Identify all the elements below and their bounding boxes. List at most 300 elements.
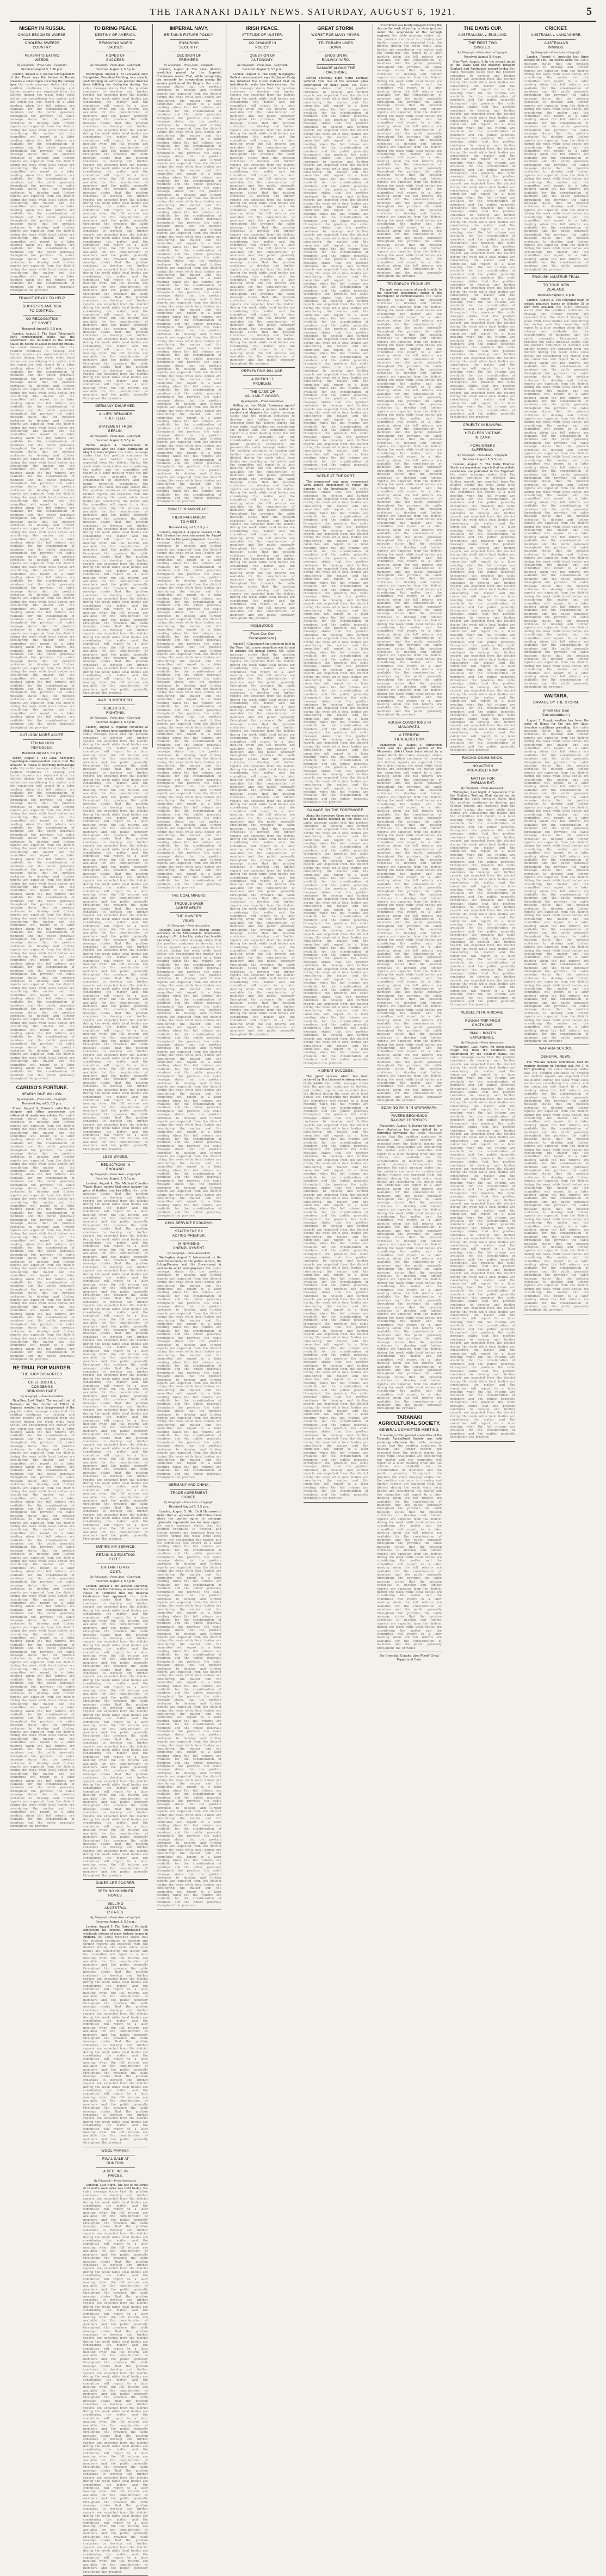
article-text: the cable message states that the position continues to develop and further reports are expected from the district during the week while local bodies are considering the matter and the committee will report to a later meeting when the full returns are available for the consideration of members and the public generally throughout the province the cable message states that the position continues to develop and further reports are expected from the district during the week while local bodies are considering the matter and the committee will report to a later meeting when the full returns are available for the consideration of members and the public generally throughout the province the cable message states that the position continues to develop and further reports are expected from the district during the week while local bodies are considering the matter and the committee will report to a later meeting when the full returns are available for the consideration of members and the public generally throughout the province the cable message states that the position continues to develop and further reports are expected from the district during the week while local bodies are considering the matter and the committee will report to a later meeting when the full returns are available for the consideration of members and the public generally throughout the province the cable message states that the position continues to develop and further reports are expected from the district during the week while local bodies are considering the matter and the committee will report to a later meeting when the full returns are available for the consideration of members and the public generally throughout the province the cable message states that the position continues to develop and further reports are expected from the district during the week while local bodies are considering the matter and the committee will report to a later meeting when the full returns are available for the consideration of members and the public generally throughout the province the cable message states that the position continues to develop and further reports are expected from the district during the week while local bodies are considering the matter and the committee will report to a later meeting when the full returns are available for the consideration of members and the public generally throughout the province the cable message states that the position continues to develop and further reports are expected from the district during the week while local bodies are considering the matter and the committee will report to a later meeting when the full returns are available for the consideration of members and the public generally throughout the province the cable message states that the position continues to develop and further reports are expected from the district during the week while local bodies are considering the matter and the committee will report to a later meeting when the full returns are available for the consideration of members and the public generally throughout the province the cable message states that the position continues to develop and further reports are expected from the district during the week while local bodies are considering the matter and the committee will report to a later meeting when the full returns are available for the consideration of members and the public generally throughout the province the cable message states that the position continues to develop and further reports are expected from the district during the week while local bodies are considering the matter and the committee will report to a later meeting when the full returns are available for the consideration of members and the public generally throughout the province the cable message states that the position continues to develop and further reports are expected from the district during the week while local bodies are considering the matter and the committee will report to a later meeting when the full returns are available for the consideration of members and the public generally throughout the province: [304, 1082, 369, 1500]
article: [83, 699, 148, 1153]
subhead: DESTINY OF AMERICA.: [95, 33, 137, 37]
article-text: the cable message states that the position continues to develop and further reports are expected from the district during the week while local bodies are considering the matter and the committee will report to a later meeting when the full returns are available for the consideration of members and the public generally throughout the province the cable message states that the position continues to develop and further reports are expected from the district during the week while local bodies are considering the matter and the committee will report to a later meeting when the full returns are available for the consideration of members and the public generally throughout the province the cable message states that the position continues to develop and further reports are expected from the district during the week while local bodies are considering the matter and the committee will report to a later meeting when the full returns are available for the consideration of members and the public generally throughout the province the cable message states that the position continues to develop and further reports are expected from the district during the week while local bodies are considering the matter and the committee will report to a later meeting when the full returns are available for the consideration of members and the public generally throughout the province the cable message states that the position continues to develop and further reports are expected from the district during the week while local bodies are considering the matter and the committee will report to a later meeting when the full returns are available for the consideration of members and the public generally throughout the province the cable message states that the position continues to develop and further reports are expected from the district during the week while local bodies are considering the matter and the committee will report to a later meeting when the full returns are available for the consideration of members and the public generally throughout the province the cable message states that the position continues to develop and further reports are expected from the district during the week while local bodies are considering the matter and the committee will report to a later meeting when the full returns are available for the consideration of members and the public generally throughout the province the cable message states that the position continues to develop and further reports are expected from the district during the week while local bodies are considering the matter and the committee will report to a later meeting when the full returns are available for the consideration of members and the public generally throughout the province the cable message states that the position continues to develop and further reports are expected from the district during the week while local bodies are considering the matter and the committee will report to a later meeting when the full returns are available for the consideration of members and the public generally throughout the province: [83, 83, 148, 400]
article: [450, 756, 515, 1009]
article: [83, 1545, 148, 1880]
page-number: 5: [586, 5, 592, 17]
article-text: the cable message states that the position continues to develop and further reports are expected from the district during the week while local bodies are considering the matter and the committee will report to a later meeting when the full returns are available for the consideration of members and the public generally throughout the province the cable message states that the position continues to develop and further reports are expected from the district during the week while local bodies are considering the matter and the committee will report to a later meeting when the full returns are available for the consideration of members and the public generally throughout the province the cable message states that the position continues to develop and further reports are expected from the district during the week while local bodies are considering the matter and the committee will report to a later meeting when the full returns are available for the consideration of members and the public generally throughout the province the cable message states that the position continues to develop and further reports are expected from the district during the week while local bodies are considering the matter and the committee will report to a later meeting when the full returns are available for the consideration of members and the public generally throughout the province the cable message states that the position continues to develop and further reports are expected from the district during the week while local bodies are considering the matter and the committee will report to a later meeting when the full returns are available for the consideration of members and the public generally throughout the province the cable message states that the position continues to develop and further reports are expected from the district during the week while local bodies are considering the matter and the committee will report to a later meeting when the full returns are available for the consideration of members and the public generally throughout the province the cable message states that the position continues to develop and further reports are expected from the district during the week while local bodies are considering the matter and the committee will report to a later meeting when the full returns are available for the consideration of members and the public generally throughout the province the cable message states that the position continues to develop and further reports are expected from the district during the week while local bodies are considering the matter and the committee will report to a later meeting when the full returns are available for the consideration of members and the public generally throughout the province the cable message states that the position continues to develop and further reports are expected from the district during the week while local bodies are considering the matter and the committee will report to a later meeting when the full returns are available for the consideration of members and the public generally throughout the province the cable message states that the position continues to develop and further reports are expected from the district during the week while local bodies are considering the matter and the committee will report to a later meeting when the full returns are available for the consideration of members and the public generally throughout the province the cable message states that the position continues to develop and further reports are expected from the district during the week while local bodies are considering the matter and the committee will report to a later meeting when the full returns are available for the consideration of members and the public generally throughout the province: [524, 306, 589, 689]
article-text: the cable message states that the position continues to develop and further reports are expected from the district during the week while local bodies are considering the matter and the committee will report to a later meeting when the full returns are available for the consideration of members and the public generally throughout the province the cable message states that the position continues to develop and further reports are expected from the district during the week while local bodies are considering the matter and the committee will report to a later meeting when the full returns are available for the consideration of members and the public generally throughout the province the cable message states that the position continues to develop and further reports are expected from the district during the week while local bodies are considering the matter and the committee will report to a later meeting when the full returns are available for the consideration of members and the public generally throughout the province the cable message states that the position continues to develop and further reports are expected from the district during the week while local bodies are considering the matter and the committee will report to a later meeting when the full returns are available for the consideration of members and the public generally throughout the province the cable message states that the position continues to develop and further reports are expected from the district during the week while local bodies are considering the matter and the committee will report to a later meeting when the full returns are available for the consideration of members and the public generally throughout the province the cable message states that the position continues to develop and further reports are expected from the district during the week while local bodies are considering the matter and the committee will report to a later meeting when the full returns are available for the consideration of members and the public generally throughout the province: [10, 83, 75, 293]
article-text: the cable message states that the position continues to develop and further reports are expected from the district during the week while local bodies are considering the matter and the committee will report to a later meeting when the full returns are available for the consideration of members and the public generally throughout the province the cable message states that the position continues to develop and further reports are expected from the district during the week while local bodies are considering the matter and the committee will report to a later meeting when the full returns are available for the consideration of members and the public generally throughout the province the cable message states that the position continues to develop and further reports are expected from the district during the week while local bodies are considering the matter and the committee will report to a later meeting when the full returns are available for the consideration of members and the public generally throughout the province the cable message states that the position continues to develop and further reports are expected from the district during the week while local bodies are considering the matter and the committee will report to a later meeting when the full returns are available for the consideration of members and the public generally throughout the province the cable message states that the position continues to develop and further reports are expected from the district during the week while local bodies are considering the matter and the committee will report to a later meeting when the full returns are available for the consideration of members and the public generally throughout the province the cable message states that the position continues to develop and further reports are expected from the district during the week while local bodies are considering the matter and the committee will report to a later meeting when the full returns are available for the consideration of members and the public generally throughout the province the cable message states that the position continues to develop and further reports are expected from the district during the week while local bodies are considering the matter and the committee will report to a later meeting when the full returns are available for the consideration of members and the public generally throughout the province the cable message states that the position continues to develop and further reports are expected from the district during the week while local bodies are considering the matter and the committee will report to a later meeting when the full returns are available for the consideration of members and the public generally throughout the province: [377, 1132, 442, 1411]
subhead: SEEKING HUMBLER HOMES.: [96, 1887, 135, 1898]
subhead: DECISION OF PREMIERS.: [170, 52, 208, 63]
article: [377, 282, 442, 719]
article-lead: August 5. Rough weather has been the order of things for the last few days, cheerless conditions prevailing.: [524, 719, 589, 730]
subhead: ENGLISH AMATEUR TEAM.: [532, 275, 580, 280]
article-text: the cable message states that the position continues to develop and further reports are expected from the district during the week while local bodies are considering the matter and the committee will report to a later meeting when the full returns are available for the consideration of members and the public generally throughout the province the cable message states that the position continues to develop and further reports are expected from the district during the week while local bodies are considering the matter and the committee will report to a later meeting when the full returns are available for the consideration of members and the public generally throughout the province the cable message states that the position continues to develop and further reports are expected from the district during the week while local bodies are considering the matter and the committee will report to a later meeting when the full returns are available for the consideration of members and the public generally throughout the province the cable message states that the position continues to develop and further reports are expected from the district during the week while local bodies are considering the matter and the committee will report to a later meeting when the full returns are available for the consideration of members and the public generally throughout the province the cable message states that the position continues to develop and further reports are expected from the district during the week while local bodies are considering the matter and the committee will report to a later meeting when the full returns are available for the consideration of members and the public generally throughout the province the cable message states that the position continues to develop and further reports are expected from the district during the week while local bodies are considering the matter and the committee will report to a later meeting when the full returns are available for the consideration of members and the public generally throughout the province the cable message states that the position continues to develop and further reports are expected from the district during the week while local bodies are considering the matter and the committee will report to a later meeting when the full returns are available for the consideration of members and the public generally throughout the province the cable message states that the position continues to develop and further reports are expected from the district during the week while local bodies are considering the matter and the committee will report to a later meeting when the full returns are available for the consideration of members and the public generally throughout the province the cable message states that the position continues to develop and further reports are expected from the district during the week while local bodies are considering the matter and the committee will report to a later meeting when the full returns are available for the consideration of members and the public generally throughout the province the cable message states that the position continues to develop and further reports are expected from the district during the week while local bodies are considering the matter and the committee will report to a later meeting when the full returns are available for the consideration of members and the public generally throughout the province the cable message states that the position continues to develop and further reports are expected from the district during the week while local bodies are considering the matter and the committee will report to a later meeting when the full returns are available for the consideration of members and the public generally throughout the province: [83, 2186, 148, 2574]
column-1: [10, 24, 75, 1828]
subhead: STATEMENT BY ACTING-PREMIER.: [170, 1227, 208, 1238]
article-body: [83, 726, 148, 1151]
article-text: the cable message states that the position continues to develop and further reports are expected from the district during the week while local bodies are considering the matter and the committee will report to a later meeting when the full returns are available for the consideration of members and the public generally throughout the province the cable message states that the position continues to develop and further reports are expected from the district during the week while local bodies are considering the matter and the committee will report to a later meeting when the full returns are available for the consideration of members and the public generally throughout the province the cable message states that the position continues to develop and further reports are expected from the district during the week while local bodies are considering the matter and the committee will report to a later meeting when the full returns are available for the consideration of members and the public generally throughout the province the cable message states that the position continues to develop and further reports are expected from the district during the week while local bodies are considering the matter and the committee will report to a later meeting when the full returns are available for the consideration of members and the public generally throughout the province the cable message states that the position continues to develop and further reports are expected from the district during the week while local bodies are considering the matter and the committee will report to a later meeting when the full returns are available for the consideration of members and the public generally throughout the province the cable message states that the position continues to develop and further reports are expected from the district during the week while local bodies are considering the matter and the committee will report to a later meeting when the full returns are available for the consideration of members and the public generally throughout the province the cable message states that the position continues to develop and further reports are expected from the district during the week while local bodies are considering the matter and the committee will report to a later meeting when the full returns are available for the consideration of members and the public generally throughout the province the cable message states that the position continues to develop and further reports are expected from the district during the week while local bodies are considering the matter and the committee will report to a later meeting when the full returns are available for the consideration of members and the public generally throughout the province the cable message states that the position continues to develop and further reports are expected from the district during the week while local bodies are considering the matter and the committee will report to a later meeting when the full returns are available for the consideration of members and the public generally throughout the province the cable message states that the position continues to develop and further reports are expected from the district during the week while local bodies are considering the matter and the committee will report to a later meeting when the full returns are available for the consideration of members and the public generally throughout the province the cable message states that the position continues to develop and further reports are expected from the district during the week while local bodies are considering the matter and the committee will report to a later meeting when the full returns are available for the consideration of members and the public generally throughout the province: [304, 83, 368, 471]
article-body: [450, 60, 515, 419]
subhead: ALLIES' DEMANDS FULFILLED.: [96, 410, 135, 421]
subhead: THEIR PARLIAMENT TO MEET.: [170, 514, 208, 524]
article: [524, 26, 589, 274]
column-2: [83, 24, 148, 2574]
article: [304, 26, 368, 473]
article-body: [377, 1434, 442, 1650]
article: [304, 1069, 368, 1503]
subheads: [83, 2149, 148, 2178]
article-text: the cable message states that the position continues to develop and further reports are expected from the district during the week while local bodies are considering the matter and the committee will report to a later meeting when the full returns are available for the consideration of members and the public generally throughout the province the cable message states that the position continues to develop and further reports are expected from the district during the week while local bodies are considering the matter and the committee will report to a later meeting when the full returns are available for the consideration of members and the public generally throughout the province the cable message states that the position continues to develop and further reports are expected from the district during the week while local bodies are considering the matter and the committee will report to a later meeting when the full returns are available for the consideration of members and the public generally throughout the province the cable message states that the position continues to develop and further reports are expected from the district during the week while local bodies are considering the matter and the committee will report to a later meeting when the full returns are available for the consideration of members and the public generally throughout the province the cable message states that the position continues to develop and further reports are expected from the district during the week while local bodies are considering the matter and the committee will report to a later meeting when the full returns are available for the consideration of members and the public generally throughout the province the cable message states that the position continues to develop and further reports are expected from the district during the week while local bodies are considering the matter and the committee will report to a later meeting when the full returns are available for the consideration of members and the public generally throughout the province the cable message states that the position continues to develop and further reports are expected from the district during the week while local bodies are considering the matter and the committee will report to a later meeting when the full returns are available for the consideration of members and the public generally throughout the province the cable message states that the position continues to develop and further reports are expected from the district during the week while local bodies are considering the matter and the committee will report to a later meeting when the full returns are available for the consideration of members and the public generally throughout the province the cable message states that the position continues to develop and further reports are expected from the district during the week while local bodies are considering the matter and the committee will report to a later meeting when the full returns are available for the consideration of members and the public generally throughout the province: [304, 487, 368, 805]
subhead: QUESTION OF AUTONOMY.: [243, 52, 282, 63]
article-lead: Hamilton, Last Night. The second trial of Haskamp for the murder of Elliott at Ongarue resulted in a disagreement of the jury.: [10, 1399, 75, 1413]
subhead: MINIMISING UNEMPLOYMENT.: [170, 1240, 208, 1251]
subhead: TO TOUR NEW ZEALAND.: [537, 281, 576, 292]
press-credit: By Telegraph.—Press Assn.—Copyright.: [164, 64, 214, 67]
article-text: the cable message states that the position continues to develop and further reports are expected from the district during the week while local bodies are considering the matter and the committee will report to a later meeting when the full returns are available for the consideration of members and the public generally throughout the province the cable message states that the position continues to develop and further reports are expected from the district during the week while local bodies are considering the matter and the committee will report to a later meeting when the full returns are available for the consideration of members and the public generally throughout the province the cable message states that the position continues to develop and further reports are expected from the district during the week while local bodies are considering the matter and the committee will report to a later meeting when the full returns are available for the consideration of members and the public generally throughout the province the cable message states that the position continues to develop and further reports are expected from the district during the week while local bodies are considering the matter and the committee will report to a later meeting when the full returns are available for the consideration of members and the public generally throughout the province the cable message states that the position continues to develop and further reports are expected from the district during the week while local bodies are considering the matter and the committee will report to a later meeting when the full returns are available for the consideration of members and the public generally throughout the province the cable message states that the position continues to develop and further reports are expected from the district during the week while local bodies are considering the matter and the committee will report to a later meeting when the full returns are available for the consideration of members and the public generally throughout the province the cable message states that the position continues to develop and further reports are expected from the district during the week while local bodies are considering the matter and the committee will report to a later meeting when the full returns are available for the consideration of members and the public generally throughout the province the cable message states that the position continues to develop and further reports are expected from the district during the week while local bodies are considering the matter and the committee will report to a later meeting when the full returns are available for the consideration of members and the public generally throughout the province the cable message states that the position continues to develop and further reports are expected from the district during the week while local bodies are considering the matter and the committee will report to a later meeting when the full returns are available for the consideration of members and the public generally throughout the province the cable message states that the position continues to develop and further reports are expected from the district during the week while local bodies are considering the matter and the committee will report to a later meeting when the full returns are available for the consideration of members and the public generally throughout the province the cable message states that the position continues to develop and further reports are expected from the district during the week while local bodies are considering the matter and the committee will report to a later meeting when the full returns are available for the consideration of members and the public generally throughout the province the cable message states that the position continues to develop and further reports are expected from the district during the week while local bodies are considering the matter and the committee will report to a later meeting when the full returns are available for the consideration of members and the public generally throughout the province: [157, 82, 221, 504]
subheads: [83, 1155, 148, 1172]
article: [524, 1047, 589, 1314]
subheads: [230, 624, 295, 641]
subhead: SUGGESTS AMERICA TO CONTROL.: [23, 302, 61, 313]
subhead: TROUBLE OVER AGREEMENTS.: [170, 900, 208, 911]
article-body: [377, 24, 442, 279]
subheads: [10, 733, 75, 750]
article-text: the cable message states that the position continues to develop and further reports are expected from the district during the week while local bodies are considering the matter and the committee will report to a later meeting when the full returns are available for the consideration of members and the public generally throughout the province the cable message states that the position continues to develop and further reports are expected from the district during the week while local bodies are considering the matter and the committee will report to a later meeting when the full returns are available for the consideration of members and the public generally throughout the province the cable message states that the position continues to develop and further reports are expected from the district during the week while local bodies are considering the matter and the committee will report to a later meeting when the full returns are available for the consideration of members and the public generally throughout the province the cable message states that the position continues to develop and further reports are expected from the district during the week while local bodies are considering the matter and the committee will report to a later meeting when the full returns are available for the consideration of members and the public generally throughout the province the cable message states that the position continues to develop and further reports are expected from the district during the week while local bodies are considering the matter and the committee will report to a later meeting when the full returns are available for the consideration of members and the public generally throughout the province the cable message states that the position continues to develop and further reports are expected from the district during the week while local bodies are considering the matter and the committee will report to a later meeting when the full returns are available for the consideration of members and the public generally throughout the province the cable message states that the position continues to develop and further reports are expected from the district during the week while local bodies are considering the matter and the committee will report to a later meeting when the full returns are available for the consideration of members and the public generally throughout the province: [83, 451, 148, 695]
subhead: PREVENTING PILLAGE.: [241, 369, 284, 374]
received-line: Received August 5, 5.5 p.m.: [95, 1920, 136, 1924]
article-body: [10, 1399, 75, 1828]
subhead: WAITARA SCHOOL.: [539, 1047, 574, 1051]
subhead: RACING COMMISSION.: [462, 756, 504, 760]
article-text: the cable message states that the position continues to develop and further reports are expected from the district during the week while local bodies are considering the matter and the committee will report to a later meeting when the full returns are available for the consideration of members and the public generally throughout the province the cable message states that the position continues to develop and further reports are expected from the district during the week while local bodies are considering the matter and the committee will report to a later meeting when the full returns are available for the consideration of members and the public generally throughout the province the cable message states that the position continues to develop and further reports are expected from the district during the week while local bodies are considering the matter and the committee will report to a later meeting when the full returns are available for the consideration of members and the public generally throughout the province the cable message states that the position continues to develop and further reports are expected from the district during the week while local bodies are considering the matter and the committee will report to a later meeting when the full returns are available for the consideration of members and the public generally throughout the province the cable message states that the position continues to develop and further reports are expected from the district during the week while local bodies are considering the matter and the committee will report to a later meeting when the full returns are available for the consideration of members and the public generally throughout the province the cable message states that the position continues to develop and further reports are expected from the district during the week while local bodies are considering the matter and the committee will report to a later meeting when the full returns are available for the consideration of members and the public generally throughout the province the cable message states that the position continues to develop and further reports are expected from the district during the week while local bodies are considering the matter and the committee will report to a later meeting when the full returns are available for the consideration of members and the public generally throughout the province the cable message states that the position continues to develop and further reports are expected from the district during the week while local bodies are considering the matter and the committee will report to a later meeting when the full returns are available for the consideration of members and the public generally throughout the province the cable message states that the position continues to develop and further reports are expected from the district during the week while local bodies are considering the matter and the committee will report to a later meeting when the full returns are available for the consideration of members and the public generally throughout the province the cable message states that the position continues to develop and further reports are expected from the district during the week while local bodies are considering the matter and the committee will report to a later meeting when the full returns are available for the consideration of members and the public generally throughout the province: [450, 67, 515, 419]
article-body: [304, 814, 368, 1065]
article: [377, 1106, 442, 1412]
headline: CRICKET.: [545, 26, 568, 31]
press-credit: By Telegraph.—Press Assn.—Copyright.: [17, 1098, 67, 1101]
article-body: [10, 73, 75, 293]
article: [450, 26, 515, 422]
article-text: the cable message states that the position continues to develop and further reports are expected from the district during the week while local bodies are considering the matter and the committee will report to a later meeting when the full returns are available for the consideration of members and the public generally throughout the province the cable message states that the position continues to develop and further reports are expected from the district during the week while local bodies are considering the matter and the committee will report to a later meeting when the full returns are available for the consideration of members and the public generally throughout the province the cable message states that the position continues to develop and further reports are expected from the district during the week while local bodies are considering the matter and the committee will report to a later meeting when the full returns are available for the consideration of members and the public generally throughout the province the cable message states that the position continues to develop and further reports are expected from the district during the week while local bodies are considering the matter and the committee will report to a later meeting when the full returns are available for the consideration of members and the public generally throughout the province the cable message states that the position continues to develop and further reports are expected from the district during the week while local bodies are considering the matter and the committee will report to a later meeting when the full returns are available for the consideration of members and the public generally throughout the province the cable message states that the position continues to develop and further reports are expected from the district during the week while local bodies are considering the matter and the committee will report to a later meeting when the full returns are available for the consideration of members and the public generally throughout the province the cable message states that the position continues to develop and further reports are expected from the district during the week while local bodies are considering the matter and the committee will report to a later meeting when the full returns are available for the consideration of members and the public generally throughout the province: [10, 1114, 75, 1361]
subhead: NO CHANGE IN POLICY.: [243, 39, 282, 50]
subhead: REBELS STILL FIGHTING.: [96, 705, 135, 715]
article-body: [157, 929, 221, 1218]
subheads: [157, 508, 221, 524]
subhead: THE OWNERS' VIEWS.: [170, 912, 208, 923]
article-lead: Berlin, August 4. The Lokal Anzeiger's Copenhagen correspondent states that the situation in Russia is becoming increasingly acute.: [10, 756, 75, 771]
subhead: RIVERS BEGINNING RAGING TORRENTS.: [390, 1112, 429, 1123]
subhead: ROUGH CONDITIONS IN MANAWATU.: [387, 720, 431, 729]
press-credit: By Telegraph.—Press Assn.—Copyright.: [237, 64, 288, 67]
masthead: [10, 4, 596, 22]
subhead: HOPES OF SUCCESS.: [96, 52, 135, 63]
subhead: WORST FOR MANY YEARS.: [311, 33, 361, 37]
headline: TARANAKI AGRICULTURAL SOCIETY.: [378, 1414, 441, 1426]
article: [157, 1483, 221, 1910]
received-line: Received August 5, 5.5 p.m.: [169, 1505, 209, 1509]
subhead: STATEMENT FROM BERLIN.: [96, 423, 135, 434]
article-body: [230, 643, 295, 1036]
article-body: [304, 77, 368, 471]
subheads: [450, 756, 515, 786]
received-line: Received August 5, 5.5 p.m.: [22, 751, 63, 755]
column-3: [157, 24, 221, 1908]
article: [157, 26, 221, 506]
subhead: REMOVING WAR'S CAUSES.: [96, 39, 135, 50]
press-credit: By Telegraph.—Press Association.: [167, 1252, 211, 1256]
article-lead: London, August 4. Mr. Winston Churchill, Secretary for the Colonies, announced in the House of Commons that the Imperial Conference had approved.: [83, 1584, 148, 1599]
subhead: CHOLERA SWEEPS COUNTRY.: [23, 39, 61, 50]
article-body: [10, 1107, 75, 1362]
subhead: FRANCE READY TO HELP.: [18, 296, 66, 300]
subheads: [157, 894, 221, 923]
article-lead: London, August 5. The Duke of Portland, addressing his tenants, prophesied the wholesale closure of many historic homes in England.: [83, 1925, 148, 1939]
subheads: [157, 1483, 221, 1500]
newspaper-page: [10, 24, 597, 2574]
column-rule: [299, 24, 300, 748]
subheads: [10, 1092, 75, 1097]
subhead: A GREAT SUCCESS.: [318, 1068, 354, 1073]
received-line: Received August 5, 9 p.m.: [464, 55, 502, 59]
subhead: EROSION IN RAILWAY YARD.: [317, 52, 355, 63]
subhead: FOREIGNERS SUFFERING.: [463, 442, 502, 453]
article-lead: August 5. Consequent on a meeting held in the Town Hall, a new committee was formed to arrange the annual sports.: [230, 643, 295, 653]
article-lead: London, August 5. The following team of cricket amateurs leaves on October 15 to tour New Zealand.: [524, 299, 589, 309]
subhead: TEN MILLION REFUGEES.: [23, 739, 61, 750]
column-4: [230, 24, 295, 1036]
article-body: [524, 299, 589, 689]
article: [157, 508, 221, 892]
article-text: the cable message states that the position continues to develop and further reports are expected from the district during the week while local bodies are considering the matter and the committee will report to a later meeting when the full returns are available for the consideration of members and the public generally throughout the province the cable message states that the position continues to develop and further reports are expected from the district during the week while local bodies are considering the matter and the committee will report to a later meeting when the full returns are available for the consideration of members and the public generally throughout the province the cable message states that the position continues to develop and further reports are expected from the district during the week while local bodies are considering the matter and the committee will report to a later meeting when the full returns are available for the consideration of members and the public generally throughout the province the cable message states that the position continues to develop and further reports are expected from the district during the week while local bodies are considering the matter and the committee will report to a later meeting when the full returns are available for the consideration of members and the public generally throughout the province the cable message states that the position continues to develop and further reports are expected from the district during the week while local bodies are considering the matter and the committee will report to a later meeting when the full returns are available for the consideration of members and the public generally throughout the province the cable message states that the position continues to develop and further reports are expected from the district during the week while local bodies are considering the matter and the committee will report to a later meeting when the full returns are available for the consideration of members and the public generally throughout the province: [230, 411, 295, 620]
received-line: Received August 5, 7.50 p.m.: [21, 68, 64, 71]
subheads: [304, 474, 368, 479]
press-credit: By Telegraph.—Press Assn.—Copyright.: [457, 52, 508, 54]
article-text: the cable message states that the position continues to develop and further reports are expected from the district during the week while local bodies are considering the matter and the committee will report to a later meeting when the full returns are available for the consideration of members and the public generally throughout the province the cable message states that the position continues to develop and further reports are expected from the district during the week while local bodies are considering the matter and the committee will report to a later meeting when the full returns are available for the consideration of members and the public generally throughout the province the cable message states that the position continues to develop and further reports are expected from the district during the week while local bodies are considering the matter and the committee will report to a later meeting when the full returns are available for the consideration of members and the public generally throughout the province the cable message states that the position continues to develop and further reports are expected from the district during the week while local bodies are considering the matter and the committee will report to a later meeting when the full returns are available for the consideration of members and the public generally throughout the province the cable message states that the position continues to develop and further reports are expected from the district during the week while local bodies are considering the matter and the committee will report to a later meeting when the full returns are available for the consideration of members and the public generally throughout the province the cable message states that the position continues to develop and further reports are expected from the district during the week while local bodies are considering the matter and the committee will report to a later meeting when the full returns are available for the consideration of members and the public generally throughout the province the cable message states that the position continues to develop and further reports are expected from the district during the week while local bodies are considering the matter and the committee will report to a later meeting when the full returns are available for the consideration of members and the public generally throughout the province the cable message states that the position continues to develop and further reports are expected from the district during the week while local bodies are considering the matter and the committee will report to a later meeting when the full returns are available for the consideration of members and the public generally throughout the province the cable message states that the position continues to develop and further reports are expected from the district during the week while local bodies are considering the matter and the committee will report to a later meeting when the full returns are available for the consideration of members and the public generally throughout the province the cable message states that the position continues to develop and further reports are expected from the district during the week while local bodies are considering the matter and the committee will report to a later meeting when the full returns are available for the consideration of members and the public generally throughout the province the cable message states that the position continues to develop and further reports are expected from the district during the week while local bodies are considering the matter and the committee will report to a later meeting when the full returns are available for the consideration of members and the public generally throughout the province: [10, 346, 75, 730]
received-line: Received August 5, 5.5 p.m.: [95, 439, 136, 443]
subheads: [377, 1428, 442, 1432]
subhead: THE FIRST TWO SINGLES.: [463, 39, 502, 50]
subhead: NEARLY ONE MILLION.: [21, 1092, 63, 1096]
received-line: Received August 5, 5.5 p.m.: [22, 1102, 63, 1105]
headline: RE-TRIAL FOR MURDER.: [13, 1365, 72, 1371]
article-lead: Berlin, August 4. Disarmament in accordance with the Allies' ultimatum of May 5 is now complete.: [83, 444, 148, 454]
article-text: the cable message states that the position continues to develop and further reports are expected from the district during the week while local bodies are considering the matter and the committee will report to a later meeting when the full returns are available for the consideration of members and the public generally throughout the province the cable message states that the position continues to develop and further reports are expected from the district during the week while local bodies are considering the matter and the committee will report to a later meeting when the full returns are available for the consideration of members and the public generally throughout the province the cable message states that the position continues to develop and further reports are expected from the district during the week while local bodies are considering the matter and the committee will report to a later meeting when the full returns are available for the consideration of members and the public generally throughout the province the cable message states that the position continues to develop and further reports are expected from the district during the week while local bodies are considering the matter and the committee will report to a later meeting when the full returns are available for the consideration of members and the public generally throughout the province the cable message states that the position continues to develop and further reports are expected from the district during the week while local bodies are considering the matter and the committee will report to a later meeting when the full returns are available for the consideration of members and the public generally throughout the province the cable message states that the position continues to develop and further reports are expected from the district during the week while local bodies are considering the matter and the committee will report to a later meeting when the full returns are available for the consideration of members and the public generally throughout the province the cable message states that the position continues to develop and further reports are expected from the district during the week while local bodies are considering the matter and the committee will report to a later meeting when the full returns are available for the consideration of members and the public generally throughout the province: [524, 1068, 589, 1312]
subhead: ENSURING SECURITY.: [170, 39, 208, 50]
article: [377, 24, 442, 281]
subhead: SELLING ANCESTRAL ESTATES.: [96, 1900, 135, 1915]
subhead: AUSTRALASIA v. ENGLAND.: [457, 33, 508, 37]
article-text: the cable message states that the position continues to develop and further reports are expected from the district during the week while local bodies are considering the matter and the committee will report to a later meeting when the full returns are available for the consideration of members and the public generally throughout the province the cable message states that the position continues to develop and further reports are expected from the district during the week while local bodies are considering the matter and the committee will report to a later meeting when the full returns are available for the consideration of members and the public generally throughout the province the cable message states that the position continues to develop and further reports are expected from the district during the week while local bodies are considering the matter and the committee will report to a later meeting when the full returns are available for the consideration of members and the public generally throughout the province the cable message states that the position continues to develop and further reports are expected from the district during the week while local bodies are considering the matter and the committee will report to a later meeting when the full returns are available for the consideration of members and the public generally throughout the province the cable message states that the position continues to develop and further reports are expected from the district during the week while local bodies are considering the matter and the committee will report to a later meeting when the full returns are available for the consideration of members and the public generally throughout the province the cable message states that the position continues to develop and further reports are expected from the district during the week while local bodies are considering the matter and the committee will report to a later meeting when the full returns are available for the consideration of members and the public generally throughout the province: [450, 798, 515, 1007]
press-credit: By Telegraph.—Press Assn.—Copyright.: [90, 1173, 141, 1176]
headline: WAITARA.: [544, 693, 568, 699]
subhead: AUSTRALIA'S INNINGS.: [537, 39, 576, 50]
article-body: [83, 1925, 148, 2145]
subhead: OUTLOOK MORE ACUTE.: [20, 733, 65, 737]
received-line: Received August 5, 5.5 p.m.: [242, 68, 283, 71]
headline: GREAT STORM.: [317, 26, 355, 31]
subhead: CHAOS BECOMES WORSE.: [17, 33, 67, 37]
article-lead: Rome, August 4. Caruso's collection of antiques and other possessions are estimated at nearly one million.: [10, 1107, 75, 1117]
column-5: [304, 24, 369, 1500]
subhead: THE CASE OF VALUABLE GOODS.: [243, 388, 282, 399]
subheads: [83, 699, 148, 715]
article: [157, 1221, 221, 1481]
subheads: [230, 369, 295, 399]
subhead: TRADE AGREEMENT SIGNED.: [170, 1489, 208, 1500]
article-body: [83, 444, 148, 695]
subhead: GERMANY AND CHINA.: [168, 1483, 210, 1487]
received-line: Received August 5, 5.5 p.m.: [95, 68, 136, 71]
headline: MISERY IN RUSSIA.: [19, 26, 65, 31]
press-credit: By Telegraph.—Press Association.: [94, 2179, 138, 2183]
article: [10, 733, 75, 1083]
subhead: SINN FEIN AND PEACE.: [168, 507, 211, 511]
article-body: [83, 73, 148, 400]
subhead: BRITAIN TO PAY COST.: [96, 1564, 135, 1574]
subhead: GENERAL COMMITTEE MEETING.: [379, 1428, 440, 1432]
article: [10, 1085, 75, 1364]
subhead: GENERAL NEWS.: [537, 1053, 576, 1059]
article-lead: A meeting of the general committee of the Taranaki Agricultural Society was held yesterday afternoon.: [377, 1434, 442, 1444]
subheads: [83, 1881, 148, 1915]
article-body: [10, 332, 75, 730]
article-lead: Masterton, August 4. During the past few days Masterton has been visited by a torrential downpour.: [377, 1125, 442, 1135]
article-body: [10, 757, 75, 1081]
column-8: [524, 24, 589, 1312]
article-text: the cable message states that the position continues to develop and further reports are expected from the district during the week while local bodies are considering the matter and the committee will report to a later meeting when the full returns are available for the consideration of members and the public generally throughout the province the cable message states that the position continues to develop and further reports are expected from the district during the week while local bodies are considering the matter and the committee will report to a later meeting when the full returns are available for the consideration of members and the public generally throughout the province the cable message states that the position continues to develop and further reports are expected from the district during the week while local bodies are considering the matter and the committee will report to a later meeting when the full returns are available for the consideration of members and the public generally throughout the province the cable message states that the position continues to develop and further reports are expected from the district during the week while local bodies are considering the matter and the committee will report to a later meeting when the full returns are available for the consideration of members and the public generally throughout the province the cable message states that the position continues to develop and further reports are expected from the district during the week while local bodies are considering the matter and the committee will report to a later meeting when the full returns are available for the consideration of members and the public generally throughout the province the cable message states that the position continues to develop and further reports are expected from the district during the week while local bodies are considering the matter and the committee will report to a later meeting when the full returns are available for the consideration of members and the public generally throughout the province the cable message states that the position continues to develop and further reports are expected from the district during the week while local bodies are considering the matter and the committee will report to a later meeting when the full returns are available for the consideration of members and the public generally throughout the province the cable message states that the position continues to develop and further reports are expected from the district during the week while local bodies are considering the matter and the committee will report to a later meeting when the full returns are available for the consideration of members and the public generally throughout the province the cable message states that the position continues to develop and further reports are expected from the district during the week while local bodies are considering the matter and the committee will report to a later meeting when the full returns are available for the consideration of members and the public generally throughout the province: [10, 767, 75, 1081]
article-lead: New York, August 4. In the second round of the Davis Cup the matches between England and Australasia opened to-day.: [450, 60, 515, 71]
subhead: REDUCTIONS IN ENGLAND.: [96, 1161, 135, 1172]
received-line: Received August 5, 5.5 p.m.: [22, 327, 63, 331]
article: [230, 369, 295, 622]
article-lead: London, August 4. The Daily Telegraph's Belfast correspondent says Sir James Craig has informed the Ulster Cabinet that no invitation to confer has been received.: [230, 73, 295, 87]
article: [83, 404, 148, 697]
newspaper-title: THE TARANAKI DAILY NEWS. SATURDAY, AUGUST 6, 1921.: [150, 7, 456, 17]
subhead: RETAINING EXISTING FLEET.: [96, 1551, 135, 1562]
article-body: [377, 1125, 442, 1410]
subhead: TELEGRAPH LINES DOWN.: [317, 39, 355, 50]
article-lead: London, August 5. Mr. Cecil Harmsworth stated that an agreement with China under which the parties agree to exchange diplomatic representatives has been signed.: [157, 1510, 221, 1524]
press-credit: By Telegraph.—Press Association.: [240, 400, 285, 404]
subhead: THE COAL MINERS.: [171, 893, 207, 898]
article-lead: The gale was a source of much trouble to the telegraph department owing to the interruption of communications.: [377, 288, 442, 299]
subhead: A DIFFICULT PROBLEM.: [243, 375, 282, 386]
subhead: DUKES ARE POORER.: [96, 1881, 135, 1885]
article-text: the cable message states that the position continues to develop and further reports are expected from the district during the week while local bodies are considering the matter and the committee will report to a later meeting when the full returns are available for the consideration of members and the public generally throughout the province the cable message states that the position continues to develop and further reports are expected from the district during the week while local bodies are considering the matter and the committee will report to a later meeting when the full returns are available for the consideration of members and the public generally throughout the province the cable message states that the position continues to develop and further reports are expected from the district during the week while local bodies are considering the matter and the committee will report to a later meeting when the full returns are available for the consideration of members and the public generally throughout the province the cable message states that the position continues to develop and further reports are expected from the district during the week while local bodies are considering the matter and the committee will report to a later meeting when the full returns are available for the consideration of members and the public generally throughout the province the cable message states that the position continues to develop and further reports are expected from the district during the week while local bodies are considering the matter and the committee will report to a later meeting when the full returns are available for the consideration of members and the public generally throughout the province the cable message states that the position continues to develop and further reports are expected from the district during the week while local bodies are considering the matter and the committee will report to a later meeting when the full returns are available for the consideration of members and the public generally throughout the province: [83, 1936, 148, 2145]
article-text: the cable message states that the position continues to develop and further reports are expected from the district during the week while local bodies are considering the matter and the committee will report to a later meeting when the full returns are available for the consideration of members and the public generally throughout the province the cable message states that the position continues to develop and further reports are expected from the district during the week while local bodies are considering the matter and the committee will report to a later meeting when the full returns are available for the consideration of members and the public generally throughout the province the cable message states that the position continues to develop and further reports are expected from the district during the week while local bodies are considering the matter and the committee will report to a later meeting when the full returns are available for the consideration of members and the public generally throughout the province the cable message states that the position continues to develop and further reports are expected from the district during the week while local bodies are considering the matter and the committee will report to a later meeting when the full returns are available for the consideration of members and the public generally throughout the province the cable message states that the position continues to develop and further reports are expected from the district during the week while local bodies are considering the matter and the committee will report to a later meeting when the full returns are available for the consideration of members and the public generally throughout the province the cable message states that the position continues to develop and further reports are expected from the district during the week while local bodies are considering the matter and the committee will report to a later meeting when the full returns are available for the consideration of members and the public generally throughout the province the cable message states that the position continues to develop and further reports are expected from the district during the week while local bodies are considering the matter and the committee will report to a later meeting when the full returns are available for the consideration of members and the public generally throughout the province the cable message states that the position continues to develop and further reports are expected from the district during the week while local bodies are considering the matter and the committee will report to a later meeting when the full returns are available for the consideration of members and the public generally throughout the province: [157, 938, 221, 1218]
subhead: NO ACTION PROPOSED NOW.: [463, 762, 502, 773]
subheads: [450, 33, 515, 50]
article-text: the cable message states that the position continues to develop and further reports are expected from the district during the week while local bodies are considering the matter and the committee will report to a later meeting when the full returns are available for the consideration of members and the public generally throughout the province the cable message states that the position continues to develop and further reports are expected from the district during the week while local bodies are considering the matter and the committee will report to a later meeting when the full returns are available for the consideration of members and the public generally throughout the province the cable message states that the position continues to develop and further reports are expected from the district during the week while local bodies are considering the matter and the committee will report to a later meeting when the full returns are available for the consideration of members and the public generally throughout the province the cable message states that the position continues to develop and further reports are expected from the district during the week while local bodies are considering the matter and the committee will report to a later meeting when the full returns are available for the consideration of members and the public generally throughout the province the cable message states that the position continues to develop and further reports are expected from the district during the week while local bodies are considering the matter and the committee will report to a later meeting when the full returns are available for the consideration of members and the public generally throughout the province the cable message states that the position continues to develop and further reports are expected from the district during the week while local bodies are considering the matter and the committee will report to a later meeting when the full returns are available for the consideration of members and the public generally throughout the province the cable message states that the position continues to develop and further reports are expected from the district during the week while local bodies are considering the matter and the committee will report to a later meeting when the full returns are available for the consideration of members and the public generally throughout the province the cable message states that the position continues to develop and further reports are expected from the district during the week while local bodies are considering the matter and the committee will report to a later meeting when the full returns are available for the consideration of members and the public generally throughout the province: [83, 1595, 148, 1877]
article-text: the cable message states that the position continues to develop and further reports are expected from the district during the week while local bodies are considering the matter and the committee will report to a later meeting when the full returns are available for the consideration of members and the public generally throughout the province the cable message states that the position continues to develop and further reports are expected from the district during the week while local bodies are considering the matter and the committee will report to a later meeting when the full returns are available for the consideration of members and the public generally throughout the province the cable message states that the position continues to develop and further reports are expected from the district during the week while local bodies are considering the matter and the committee will report to a later meeting when the full returns are available for the consideration of members and the public generally throughout the province the cable message states that the position continues to develop and further reports are expected from the district during the week while local bodies are considering the matter and the committee will report to a later meeting when the full returns are available for the consideration of members and the public generally throughout the province the cable message states that the position continues to develop and further reports are expected from the district during the week while local bodies are considering the matter and the committee will report to a later meeting when the full returns are available for the consideration of members and the public generally throughout the province the cable message states that the position continues to develop and further reports are expected from the district during the week while local bodies are considering the matter and the committee will report to a later meeting when the full returns are available for the consideration of members and the public generally throughout the province the cable message states that the position continues to develop and further reports are expected from the district during the week while local bodies are considering the matter and the committee will report to a later meeting when the full returns are available for the consideration of members and the public generally throughout the province the cable message states that the position continues to develop and further reports are expected from the district during the week while local bodies are considering the matter and the committee will report to a later meeting when the full returns are available for the consideration of members and the public generally throughout the province the cable message states that the position continues to develop and further reports are expected from the district during the week while local bodies are considering the matter and the committee will report to a later meeting when the full returns are available for the consideration of members and the public generally throughout the province the cable message states that the position continues to develop and further reports are expected from the district during the week while local bodies are considering the matter and the committee will report to a later meeting when the full returns are available for the consideration of members and the public generally throughout the province the cable message states that the position continues to develop and further reports are expected from the district during the week while local bodies are considering the matter and the committee will report to a later meeting when the full returns are available for the consideration of members and the public generally throughout the province the cable message states that the position continues to develop and further reports are expected from the district during the week while local bodies are considering the matter and the committee will report to a later meeting when the full returns are available for the consideration of members and the public generally throughout the province: [83, 729, 148, 1151]
press-credit: By Telegraph.—Press Assn.—Copyright.: [17, 64, 67, 67]
subheads: [304, 1069, 368, 1073]
subhead: A TERRIFIC THUNDERSTORM.: [390, 731, 429, 742]
article: [524, 275, 589, 691]
headline: THE DAVIS CUP.: [463, 26, 502, 31]
subheads: [157, 33, 221, 63]
article-lead: London, August 4. A special session of the Dail Eireann has been summoned for August 16 to discuss the peace proposals.: [157, 530, 221, 541]
article: [83, 26, 148, 403]
article: [304, 808, 368, 1067]
article-lead: Washington, August 4. At Lancaster, New Hampshire, President Harding, in a speech, said: Nothing on earth can prevent America from fulfilling her God-given destiny.: [83, 73, 148, 87]
subhead: AUSTRALIA v. LANCASHIRE.: [530, 33, 582, 37]
article-lead: London, August 4. The naval defence resolution passed by the Imperial Conference reads: That, while recognising the necessity for co-operation among the various portions of the Empire.: [157, 68, 221, 85]
article-text: the cable message states that the position continues to develop and further reports are expected from the district during the week while local bodies are considering the matter and the committee will report to a later meeting when the full returns are available for the consideration of members and the public generally throughout the province the cable message states that the position continues to develop and further reports are expected from the district during the week while local bodies are considering the matter and the committee will report to a later meeting when the full returns are available for the consideration of members and the public generally throughout the province the cable message states that the position continues to develop and further reports are expected from the district during the week while local bodies are considering the matter and the committee will report to a later meeting when the full returns are available for the consideration of members and the public generally throughout the province the cable message states that the position continues to develop and further reports are expected from the district during the week while local bodies are considering the matter and the committee will report to a later meeting when the full returns are available for the consideration of members and the public generally throughout the province the cable message states that the position continues to develop and further reports are expected from the district during the week while local bodies are considering the matter and the committee will report to a later meeting when the full returns are available for the consideration of members and the public generally throughout the province the cable message states that the position continues to develop and further reports are expected from the district during the week while local bodies are considering the matter and the committee will report to a later meeting when the full returns are available for the consideration of members and the public generally throughout the province the cable message states that the position continues to develop and further reports are expected from the district during the week while local bodies are considering the matter and the committee will report to a later meeting when the full returns are available for the consideration of members and the public generally throughout the province the cable message states that the position continues to develop and further reports are expected from the district during the week while local bodies are considering the matter and the committee will report to a later meeting when the full returns are available for the consideration of members and the public generally throughout the province the cable message states that the position continues to develop and further reports are expected from the district during the week while local bodies are considering the matter and the committee will report to a later meeting when the full returns are available for the consideration of members and the public generally throughout the province: [524, 726, 589, 1043]
subhead: GERMANY DISARMED.: [95, 404, 136, 409]
article-body: [157, 1256, 221, 1479]
article-body: [157, 68, 221, 504]
received-line: Received August 5, 5.5 p.m.: [95, 1579, 136, 1583]
article: [304, 474, 368, 807]
press-credit: By Telegraph.—Press Assn.—Copyright.: [90, 1576, 141, 1579]
received-line: Received August 5, 5.5 p.m.: [169, 526, 209, 529]
article: [10, 296, 75, 732]
article-lead: The permanent way gang commenced work almost immediately to repair the damage at the breakwater.: [304, 480, 368, 491]
press-credit: By Telegraph.—Press Assn.—Copyright.: [164, 1502, 214, 1505]
subhead: DAMAGE BY THE STORM.: [533, 700, 579, 705]
article-body: [83, 1182, 148, 1541]
article-lead: of workmen was busily engaged during the day on the work of putting in stone groynes under the supervision of the borough engineer.: [377, 24, 442, 38]
column-rule: [446, 24, 447, 748]
article-body: [524, 719, 589, 1043]
article: [83, 1881, 148, 2147]
article-lead: Madrid, August 4. Fighting continues at Melilla. The rebels have captured Nador.: [83, 726, 148, 733]
article-body: [83, 2184, 148, 2574]
headline: TO BRING PEACE.: [94, 26, 138, 31]
article-text: the cable message states that the position continues to develop and further reports are expected from the district during the week while local bodies are considering the matter and the committee will report to a later meeting when the full returns are available for the consideration of members and the public generally throughout the province the cable message states that the position continues to develop and further reports are expected from the district during the week while local bodies are considering the matter and the committee will report to a later meeting when the full returns are available for the consideration of members and the public generally throughout the province the cable message states that the position continues to develop and further reports are expected from the district during the week while local bodies are considering the matter and the committee will report to a later meeting when the full returns are available for the consideration of members and the public generally throughout the province the cable message states that the position continues to develop and further reports are expected from the district during the week while local bodies are considering the matter and the committee will report to a later meeting when the full returns are available for the consideration of members and the public generally throughout the province the cable message states that the position continues to develop and further reports are expected from the district during the week while local bodies are considering the matter and the committee will report to a later meeting when the full returns are available for the consideration of members and the public generally throughout the province the cable message states that the position continues to develop and further reports are expected from the district during the week while local bodies are considering the matter and the committee will report to a later meeting when the full returns are available for the consideration of members and the public generally throughout the province: [524, 59, 589, 271]
subheads: [524, 275, 589, 292]
subhead: A DECLINE IN PRICES.: [96, 2167, 135, 2178]
article-text: the cable message states that the position continues to develop and further reports are expected from the district during the week while local bodies are considering the matter and the committee will report to a later meeting when the full returns are available for the consideration of members and the public generally throughout the province the cable message states that the position continues to develop and further reports are expected from the district during the week while local bodies are considering the matter and the committee will report to a later meeting when the full returns are available for the consideration of members and the public generally throughout the province the cable message states that the position continues to develop and further reports are expected from the district during the week while local bodies are considering the matter and the committee will report to a later meeting when the full returns are available for the consideration of members and the public generally throughout the province the cable message states that the position continues to develop and further reports are expected from the district during the week while local bodies are considering the matter and the committee will report to a later meeting when the full returns are available for the consideration of members and the public generally throughout the province the cable message states that the position continues to develop and further reports are expected from the district during the week while local bodies are considering the matter and the committee will report to a later meeting when the full returns are available for the consideration of members and the public generally throughout the province the cable message states that the position continues to develop and further reports are expected from the district during the week while local bodies are considering the matter and the committee will report to a later meeting when the full returns are available for the consideration of members and the public generally throughout the province the cable message states that the position continues to develop and further reports are expected from the district during the week while local bodies are considering the matter and the committee will report to a later meeting when the full returns are available for the consideration of members and the public generally throughout the province the cable message states that the position continues to develop and further reports are expected from the district during the week while local bodies are considering the matter and the committee will report to a later meeting when the full returns are available for the consideration of members and the public generally throughout the province: [230, 83, 295, 366]
article-text: the cable message states that the position continues to develop and further reports are expected from the district during the week while local bodies are considering the matter and the committee will report to a later meeting when the full returns are available for the consideration of members and the public generally throughout the province the cable message states that the position continues to develop and further reports are expected from the district during the week while local bodies are considering the matter and the committee will report to a later meeting when the full returns are available for the consideration of members and the public generally throughout the province the cable message states that the position continues to develop and further reports are expected from the district during the week while local bodies are considering the matter and the committee will report to a later meeting when the full returns are available for the consideration of members and the public generally throughout the province the cable message states that the position continues to develop and further reports are expected from the district during the week while local bodies are considering the matter and the committee will report to a later meeting when the full returns are available for the consideration of members and the public generally throughout the province the cable message states that the position continues to develop and further reports are expected from the district during the week while local bodies are considering the matter and the committee will report to a later meeting when the full returns are available for the consideration of members and the public generally throughout the province the cable message states that the position continues to develop and further reports are expected from the district during the week while local bodies are considering the matter and the committee will report to a later meeting when the full returns are available for the consideration of members and the public generally throughout the province: [157, 1267, 221, 1479]
article-body: [157, 531, 221, 890]
article-text: the cable message states that the position continues to develop and further reports are expected from the district during the week while local bodies are considering the matter and the committee will report to a later meeting when the full returns are available for the consideration of members and the public generally throughout the province the cable message states that the position continues to develop and further reports are expected from the district during the week while local bodies are considering the matter and the committee will report to a later meeting when the full returns are available for the consideration of members and the public generally throughout the province the cable message states that the position continues to develop and further reports are expected from the district during the week while local bodies are considering the matter and the committee will report to a later meeting when the full returns are available for the consideration of members and the public generally throughout the province the cable message states that the position continues to develop and further reports are expected from the district during the week while local bodies are considering the matter and the committee will report to a later meeting when the full returns are available for the consideration of members and the public generally throughout the province the cable message states that the position continues to develop and further reports are expected from the district during the week while local bodies are considering the matter and the committee will report to a later meeting when the full returns are available for the consideration of members and the public generally throughout the province the cable message states that the position continues to develop and further reports are expected from the district during the week while local bodies are considering the matter and the committee will report to a later meeting when the full returns are available for the consideration of members and the public generally throughout the province the cable message states that the position continues to develop and further reports are expected from the district during the week while local bodies are considering the matter and the committee will report to a later meeting when the full returns are available for the consideration of members and the public generally throughout the province the cable message states that the position continues to develop and further reports are expected from the district during the week while local bodies are considering the matter and the committee will report to a later meeting when the full returns are available for the consideration of members and the public generally throughout the province: [450, 473, 515, 752]
subhead: (From Our Own Correspondent.): [537, 707, 576, 718]
press-credit: By Telegraph.—Press Association.: [461, 787, 505, 790]
article-body: [157, 1510, 221, 1907]
article-text: the cable message states that the position continues to develop and further reports are expected from the district during the week while local bodies are considering the matter and the committee will report to a later meeting when the full returns are available for the consideration of members and the public generally throughout the province the cable message states that the position continues to develop and further reports are expected from the district during the week while local bodies are considering the matter and the committee will report to a later meeting when the full returns are available for the consideration of members and the public generally throughout the province the cable message states that the position continues to develop and further reports are expected from the district during the week while local bodies are considering the matter and the committee will report to a later meeting when the full returns are available for the consideration of members and the public generally throughout the province the cable message states that the position continues to develop and further reports are expected from the district during the week while local bodies are considering the matter and the committee will report to a later meeting when the full returns are available for the consideration of members and the public generally throughout the province the cable message states that the position continues to develop and further reports are expected from the district during the week while local bodies are considering the matter and the committee will report to a later meeting when the full returns are available for the consideration of members and the public generally throughout the province the cable message states that the position continues to develop and further reports are expected from the district during the week while local bodies are considering the matter and the committee will report to a later meeting when the full returns are available for the consideration of members and the public generally throughout the province the cable message states that the position continues to develop and further reports are expected from the district during the week while local bodies are considering the matter and the committee will report to a later meeting when the full returns are available for the consideration of members and the public generally throughout the province: [304, 818, 368, 1065]
subheads: [157, 1221, 221, 1251]
article-body: [230, 73, 295, 366]
article-lead: The great success which has been achieved by Bon Liniment is strong evidence of its merits.: [304, 1074, 368, 1085]
article-body: [524, 55, 589, 271]
article-lead: London, August 5. The Daily Telegraph's Paris correspondent states that the Government has intimated to the United States its desire to assist in feeding Russia.: [10, 332, 75, 346]
article-text: the cable message states that the position continues to develop and further reports are expected from the district during the week while local bodies are considering the matter and the committee will report to a later meeting when the full returns are available for the consideration of members and the public generally throughout the province the cable message states that the position continues to develop and further reports are expected from the district during the week while local bodies are considering the matter and the committee will report to a later meeting when the full returns are available for the consideration of members and the public generally throughout the province the cable message states that the position continues to develop and further reports are expected from the district during the week while local bodies are considering the matter and the committee will report to a later meeting when the full returns are available for the consideration of members and the public generally throughout the province the cable message states that the position continues to develop and further reports are expected from the district during the week while local bodies are considering the matter and the committee will report to a later meeting when the full returns are available for the consideration of members and the public generally throughout the province the cable message states that the position continues to develop and further reports are expected from the district during the week while local bodies are considering the matter and the committee will report to a later meeting when the full returns are available for the consideration of members and the public generally throughout the province the cable message states that the position continues to develop and further reports are expected from the district during the week while local bodies are considering the matter and the committee will report to a later meeting when the full returns are available for the consideration of members and the public generally throughout the province the cable message states that the position continues to develop and further reports are expected from the district during the week while local bodies are considering the matter and the committee will report to a later meeting when the full returns are available for the consideration of members and the public generally throughout the province the cable message states that the position continues to develop and further reports are expected from the district during the week while local bodies are considering the matter and the committee will report to a later meeting when the full returns are available for the consideration of members and the public generally throughout the province the cable message states that the position continues to develop and further reports are expected from the district during the week while local bodies are considering the matter and the committee will report to a later meeting when the full returns are available for the consideration of members and the public generally throughout the province the cable message states that the position continues to develop and further reports are expected from the district during the week while local bodies are considering the matter and the committee will report to a later meeting when the full returns are available for the consideration of members and the public generally throughout the province: [377, 753, 442, 1103]
subheads: [10, 1373, 75, 1394]
headline: IRISH PEACE.: [246, 26, 279, 31]
subhead: WAR IN MOROCCO.: [98, 699, 133, 703]
article: [450, 423, 515, 755]
article-lead: London, August 4. A special correspondent of the Times says the famine in Russia presents a catastrophe recalling the darkest ages.: [10, 73, 75, 87]
article-lead: The Waitara School Committee held its monthly meeting on Monday last, Mr. T. R. Ford presiding.: [524, 1061, 589, 1072]
article-text: the cable message states that the position continues to develop and further reports are expected from the district during the week while local bodies are considering the matter and the committee will report to a later meeting when the full returns are available for the consideration of members and the public generally throughout the province the cable message states that the position continues to develop and further reports are expected from the district during the week while local bodies are considering the matter and the committee will report to a later meeting when the full returns are available for the consideration of members and the public generally throughout the province the cable message states that the position continues to develop and further reports are expected from the district during the week while local bodies are considering the matter and the committee will report to a later meeting when the full returns are available for the consideration of members and the public generally throughout the province the cable message states that the position continues to develop and further reports are expected from the district during the week while local bodies are considering the matter and the committee will report to a later meeting when the full returns are available for the consideration of members and the public generally throughout the province the cable message states that the position continues to develop and further reports are expected from the district during the week while local bodies are considering the matter and the committee will report to a later meeting when the full returns are available for the consideration of members and the public generally throughout the province the cable message states that the position continues to develop and further reports are expected from the district during the week while local bodies are considering the matter and the committee will report to a later meeting when the full returns are available for the consideration of members and the public generally throughout the province: [377, 1441, 442, 1650]
article-body: [83, 1585, 148, 1877]
article-lead: Wellington, Last Night. Insurance agents' pillage has become a serious matter for carriers and shippers.: [230, 404, 295, 415]
article-text: the cable message states that the position continues to develop and further reports are expected from the district during the week while local bodies are considering the matter and the committee will report to a later meeting when the full returns are available for the consideration of members and the public generally throughout the province the cable message states that the position continues to develop and further reports are expected from the district during the week while local bodies are considering the matter and the committee will report to a later meeting when the full returns are available for the consideration of members and the public generally throughout the province the cable message states that the position continues to develop and further reports are expected from the district during the week while local bodies are considering the matter and the committee will report to a later meeting when the full returns are available for the consideration of members and the public generally throughout the province the cable message states that the position continues to develop and further reports are expected from the district during the week while local bodies are considering the matter and the committee will report to a later meeting when the full returns are available for the consideration of members and the public generally throughout the province the cable message states that the position continues to develop and further reports are expected from the district during the week while local bodies are considering the matter and the committee will report to a later meeting when the full returns are available for the consideration of members and the public generally throughout the province the cable message states that the position continues to develop and further reports are expected from the district during the week while local bodies are considering the matter and the committee will report to a later meeting when the full returns are available for the consideration of members and the public generally throughout the province the cable message states that the position continues to develop and further reports are expected from the district during the week while local bodies are considering the matter and the committee will report to a later meeting when the full returns are available for the consideration of members and the public generally throughout the province the cable message states that the position continues to develop and further reports are expected from the district during the week while local bodies are considering the matter and the committee will report to a later meeting when the full returns are available for the consideration of members and the public generally throughout the province the cable message states that the position continues to develop and further reports are expected from the district during the week while local bodies are considering the matter and the committee will report to a later meeting when the full returns are available for the consideration of members and the public generally throughout the province the cable message states that the position continues to develop and further reports are expected from the district during the week while local bodies are considering the matter and the committee will report to a later meeting when the full returns are available for the consideration of members and the public generally throughout the province the cable message states that the position continues to develop and further reports are expected from the district during the week while local bodies are considering the matter and the committee will report to a later meeting when the full returns are available for the consideration of members and the public generally throughout the province the cable message states that the position continues to develop and further reports are expected from the district during the week while local bodies are considering the matter and the committee will report to a later meeting when the full returns are available for the consideration of members and the public generally throughout the province: [10, 1410, 75, 1828]
subheads: [230, 33, 295, 63]
article-body: [450, 791, 515, 1007]
subhead: MATTER FOR PARLIAMENT.: [463, 775, 502, 786]
subheads: [304, 808, 368, 813]
press-credit: By Telegraph.—Press Assn.—Copyright.: [90, 435, 141, 438]
received-line: Received August 5, 5.5 p.m.: [462, 458, 503, 461]
subhead: DAMAGE ALONG THE FORESHORE.: [317, 64, 355, 75]
article-text: the cable message states that the position continues to develop and further reports are expected from the district during the week while local bodies are considering the matter and the committee will report to a later meeting when the full returns are available for the consideration of members and the public generally throughout the province the cable message states that the position continues to develop and further reports are expected from the district during the week while local bodies are considering the matter and the committee will report to a later meeting when the full returns are available for the consideration of members and the public generally throughout the province the cable message states that the position continues to develop and further reports are expected from the district during the week while local bodies are considering the matter and the committee will report to a later meeting when the full returns are available for the consideration of members and the public generally throughout the province the cable message states that the position continues to develop and further reports are expected from the district during the week while local bodies are considering the matter and the committee will report to a later meeting when the full returns are available for the consideration of members and the public generally throughout the province the cable message states that the position continues to develop and further reports are expected from the district during the week while local bodies are considering the matter and the committee will report to a later meeting when the full returns are available for the consideration of members and the public generally throughout the province the cable message states that the position continues to develop and further reports are expected from the district during the week while local bodies are considering the matter and the committee will report to a later meeting when the full returns are available for the consideration of members and the public generally throughout the province the cable message states that the position continues to develop and further reports are expected from the district during the week while local bodies are considering the matter and the committee will report to a later meeting when the full returns are available for the consideration of members and the public generally throughout the province the cable message states that the position continues to develop and further reports are expected from the district during the week while local bodies are considering the matter and the committee will report to a later meeting when the full returns are available for the consideration of members and the public generally throughout the province the cable message states that the position continues to develop and further reports are expected from the district during the week while local bodies are considering the matter and the committee will report to a later meeting when the full returns are available for the consideration of members and the public generally throughout the province the cable message states that the position continues to develop and further reports are expected from the district during the week while local bodies are considering the matter and the committee will report to a later meeting when the full returns are available for the consideration of members and the public generally throughout the province: [157, 538, 221, 890]
subhead: CIVIL SERVICE ECONOMY.: [165, 1221, 213, 1226]
article: [230, 26, 295, 368]
article-text: the cable message states that the position continues to develop and further reports are expected from the district during the week while local bodies are considering the matter and the committee will report to a later meeting when the full returns are available for the consideration of members and the public generally throughout the province the cable message states that the position continues to develop and further reports are expected from the district during the week while local bodies are considering the matter and the committee will report to a later meeting when the full returns are available for the consideration of members and the public generally throughout the province the cable message states that the position continues to develop and further reports are expected from the district during the week while local bodies are considering the matter and the committee will report to a later meeting when the full returns are available for the consideration of members and the public generally throughout the province the cable message states that the position continues to develop and further reports are expected from the district during the week while local bodies are considering the matter and the committee will report to a later meeting when the full returns are available for the consideration of members and the public generally throughout the province the cable message states that the position continues to develop and further reports are expected from the district during the week while local bodies are considering the matter and the committee will report to a later meeting when the full returns are available for the consideration of members and the public generally throughout the province the cable message states that the position continues to develop and further reports are expected from the district during the week while local bodies are considering the matter and the committee will report to a later meeting when the full returns are available for the consideration of members and the public generally throughout the province the cable message states that the position continues to develop and further reports are expected from the district during the week while local bodies are considering the matter and the committee will report to a later meeting when the full returns are available for the consideration of members and the public generally throughout the province the cable message states that the position continues to develop and further reports are expected from the district during the week while local bodies are considering the matter and the committee will report to a later meeting when the full returns are available for the consideration of members and the public generally throughout the province the cable message states that the position continues to develop and further reports are expected from the district during the week while local bodies are considering the matter and the committee will report to a later meeting when the full returns are available for the consideration of members and the public generally throughout the province the cable message states that the position continues to develop and further reports are expected from the district during the week while local bodies are considering the matter and the committee will report to a later meeting when the full returns are available for the consideration of members and the public generally throughout the province the cable message states that the position continues to develop and further reports are expected from the district during the week while local bodies are considering the matter and the committee will report to a later meeting when the full returns are available for the consideration of members and the public generally throughout the province the cable message states that the position continues to develop and further reports are expected from the district during the week while local bodies are considering the matter and the committee will report to a later meeting when the full returns are available for the consideration of members and the public generally throughout the province: [377, 295, 442, 717]
article: [10, 1365, 75, 1830]
article-lead: Dunedin, Last Night. The last of the series of Dunedin wool sales was held to-day.: [83, 2183, 148, 2190]
press-credit: By Telegraph.—Press Assn.—Copyright.: [90, 717, 141, 720]
subhead: ROUGH TRIP FROM CHATHAMS.: [463, 1017, 502, 1028]
article-lead: London, August 4. Australia lost three wickets for 156. The scores were:: [524, 55, 589, 63]
advertisement: For Bronchial Coughs, take Woods' Great Peppermint Cure.: [380, 1654, 439, 1661]
column-7: [450, 24, 515, 1440]
subhead: EMPIRE AIR SERVICE.: [95, 1545, 136, 1549]
press-credit: By Telegraph.—Press Association.: [20, 1395, 64, 1399]
press-credit: By Telegraph.—Press Assn.—Copyright.: [90, 64, 141, 67]
received-line: Received August 5, 8 p.m.: [537, 294, 575, 298]
subhead: SOAKING RAIN IN WAIRARAPA.: [381, 1106, 438, 1110]
article-lead: Wellington, August 5. Interviewed on the need for economy in the public service, the Acting-Premier said the Government is anxious to avoid unemployment.: [157, 1256, 221, 1270]
subhead: BRITAIN'S FUTURE POLICY.: [164, 33, 214, 37]
article-body: [230, 404, 295, 620]
subhead: CRUELTY IN BAVARIA.: [462, 423, 503, 427]
article-text: the cable message states that the position continues to develop and further reports are expected from the district during the week while local bodies are considering the matter and the committee will report to a later meeting when the full returns are available for the consideration of members and the public generally throughout the province the cable message states that the position continues to develop and further reports are expected from the district during the week while local bodies are considering the matter and the committee will report to a later meeting when the full returns are available for the consideration of members and the public generally throughout the province the cable message states that the position continues to develop and further reports are expected from the district during the week while local bodies are considering the matter and the committee will report to a later meeting when the full returns are available for the consideration of members and the public generally throughout the province the cable message states that the position continues to develop and further reports are expected from the district during the week while local bodies are considering the matter and the committee will report to a later meeting when the full returns are available for the consideration of members and the public generally throughout the province the cable message states that the position continues to develop and further reports are expected from the district during the week while local bodies are considering the matter and the committee will report to a later meeting when the full returns are available for the consideration of members and the public generally throughout the province the cable message states that the position continues to develop and further reports are expected from the district during the week while local bodies are considering the matter and the committee will report to a later meeting when the full returns are available for the consideration of members and the public generally throughout the province the cable message states that the position continues to develop and further reports are expected from the district during the week while local bodies are considering the matter and the committee will report to a later meeting when the full returns are available for the consideration of members and the public generally throughout the province: [377, 34, 442, 279]
subheads: [10, 33, 75, 63]
received-line: Received August 5, 5.5 p.m.: [95, 1177, 136, 1181]
article-lead: London, August 4. The Midland Counties Wages Board reports that since January the price of finished iron has fallen.: [83, 1182, 148, 1193]
article: [377, 1414, 442, 1652]
received-line: Received August 5, 5.5 p.m.: [95, 721, 136, 725]
press-credit: By Telegraph.—Press Assn.—Copyright.: [90, 1916, 141, 1919]
subhead: FINAL SALE AT DUNEDIN.: [96, 2155, 135, 2166]
article-lead: Wellington, Last Night. A deputation from the Otahuhu Trotting Club waited on the Minister.: [450, 790, 515, 801]
subhead: INGLEWOOD.: [250, 624, 275, 628]
article-lead: Wellington, Last Night. An exceptionally rough trip from the Chathams was experienced by the steamer Ranui.: [450, 1045, 515, 1056]
article: [83, 1155, 148, 1543]
article: [377, 721, 442, 1105]
press-credit: By Telegraph.—Press Association.: [461, 1041, 505, 1045]
article: [524, 693, 589, 1046]
article-text: the cable message states that the position continues to develop and further reports are expected from the district during the week while local bodies are considering the matter and the committee will report to a later meeting when the full returns are available for the consideration of members and the public generally throughout the province the cable message states that the position continues to develop and further reports are expected from the district during the week while local bodies are considering the matter and the committee will report to a later meeting when the full returns are available for the consideration of members and the public generally throughout the province the cable message states that the position continues to develop and further reports are expected from the district during the week while local bodies are considering the matter and the committee will report to a later meeting when the full returns are available for the consideration of members and the public generally throughout the province the cable message states that the position continues to develop and further reports are expected from the district during the week while local bodies are considering the matter and the committee will report to a later meeting when the full returns are available for the consideration of members and the public generally throughout the province the cable message states that the position continues to develop and further reports are expected from the district during the week while local bodies are considering the matter and the committee will report to a later meeting when the full returns are available for the consideration of members and the public generally throughout the province the cable message states that the position continues to develop and further reports are expected from the district during the week while local bodies are considering the matter and the committee will report to a later meeting when the full returns are available for the consideration of members and the public generally throughout the province the cable message states that the position continues to develop and further reports are expected from the district during the week while local bodies are considering the matter and the committee will report to a later meeting when the full returns are available for the consideration of members and the public generally throughout the province the cable message states that the position continues to develop and further reports are expected from the district during the week while local bodies are considering the matter and the committee will report to a later meeting when the full returns are available for the consideration of members and the public generally throughout the province the cable message states that the position continues to develop and further reports are expected from the district during the week while local bodies are considering the matter and the committee will report to a later meeting when the full returns are available for the consideration of members and the public generally throughout the province the cable message states that the position continues to develop and further reports are expected from the district during the week while local bodies are considering the matter and the committee will report to a later meeting when the full returns are available for the consideration of members and the public generally throughout the province: [83, 1189, 148, 1541]
press-credit: By Telegraph.—Press Assn.—Copyright.: [457, 454, 508, 457]
subhead: DAMAGE ON THE FORESHORE.: [307, 808, 364, 812]
subheads: [377, 721, 442, 742]
subheads: [83, 404, 148, 434]
subhead: PEASANTS EATING WEEDS.: [23, 52, 61, 63]
subheads: [450, 423, 515, 453]
subheads: [450, 1011, 515, 1040]
subhead: HELPLESS VICTIMS IN CAMP.: [463, 429, 502, 440]
subheads: [524, 33, 589, 50]
article-lead: Dunedin, Last Night. Mr. Bishop, acting-secretary of the Mine-owners' Association, replying to Mr. Arbuckle, states that trouble has arisen.: [157, 928, 221, 942]
article-body: [450, 463, 515, 752]
article-body: [450, 1046, 515, 1440]
article-text: the cable message states that the position continues to develop and further reports are expected from the district during the week while local bodies are considering the matter and the committee will report to a later meeting when the full returns are available for the consideration of members and the public generally throughout the province the cable message states that the position continues to develop and further reports are expected from the district during the week while local bodies are considering the matter and the committee will report to a later meeting when the full returns are available for the consideration of members and the public generally throughout the province the cable message states that the position continues to develop and further reports are expected from the district during the week while local bodies are considering the matter and the committee will report to a later meeting when the full returns are available for the consideration of members and the public generally throughout the province the cable message states that the position continues to develop and further reports are expected from the district during the week while local bodies are considering the matter and the committee will report to a later meeting when the full returns are available for the consideration of members and the public generally throughout the province the cable message states that the position continues to develop and further reports are expected from the district during the week while local bodies are considering the matter and the committee will report to a later meeting when the full returns are available for the consideration of members and the public generally throughout the province the cable message states that the position continues to develop and further reports are expected from the district during the week while local bodies are considering the matter and the committee will report to a later meeting when the full returns are available for the consideration of members and the public generally throughout the province the cable message states that the position continues to develop and further reports are expected from the district during the week while local bodies are considering the matter and the committee will report to a later meeting when the full returns are available for the consideration of members and the public generally throughout the province the cable message states that the position continues to develop and further reports are expected from the district during the week while local bodies are considering the matter and the committee will report to a later meeting when the full returns are available for the consideration of members and the public generally throughout the province the cable message states that the position continues to develop and further reports are expected from the district during the week while local bodies are considering the matter and the committee will report to a later meeting when the full returns are available for the consideration of members and the public generally throughout the province the cable message states that the position continues to develop and further reports are expected from the district during the week while local bodies are considering the matter and the committee will report to a later meeting when the full returns are available for the consideration of members and the public generally throughout the province the cable message states that the position continues to develop and further reports are expected from the district during the week while local bodies are considering the matter and the committee will report to a later meeting when the full returns are available for the consideration of members and the public generally throughout the province: [157, 1524, 221, 1908]
subheads: [304, 33, 368, 75]
article-lead: During Thursday night North Taranaki suffered from one of the severest gales experienced for many years.: [304, 77, 368, 87]
subhead: SCENE AT THE PORT.: [316, 474, 356, 478]
article: [157, 894, 221, 1220]
article-body: [524, 1061, 589, 1312]
article-lead: Palmerston N., August 4. Palmerston North and the greater portion of the Manawatu district have been visited by a severe storm.: [377, 743, 442, 757]
article-body: [304, 480, 368, 805]
column-rule: [152, 24, 153, 748]
subhead: VESSEL IN HURRICANE.: [461, 1010, 505, 1015]
article-lead: London, August 5. The Daily Express' Berlin correspondent reports that immediate revelations are published in the Tageblatt.: [450, 462, 515, 473]
